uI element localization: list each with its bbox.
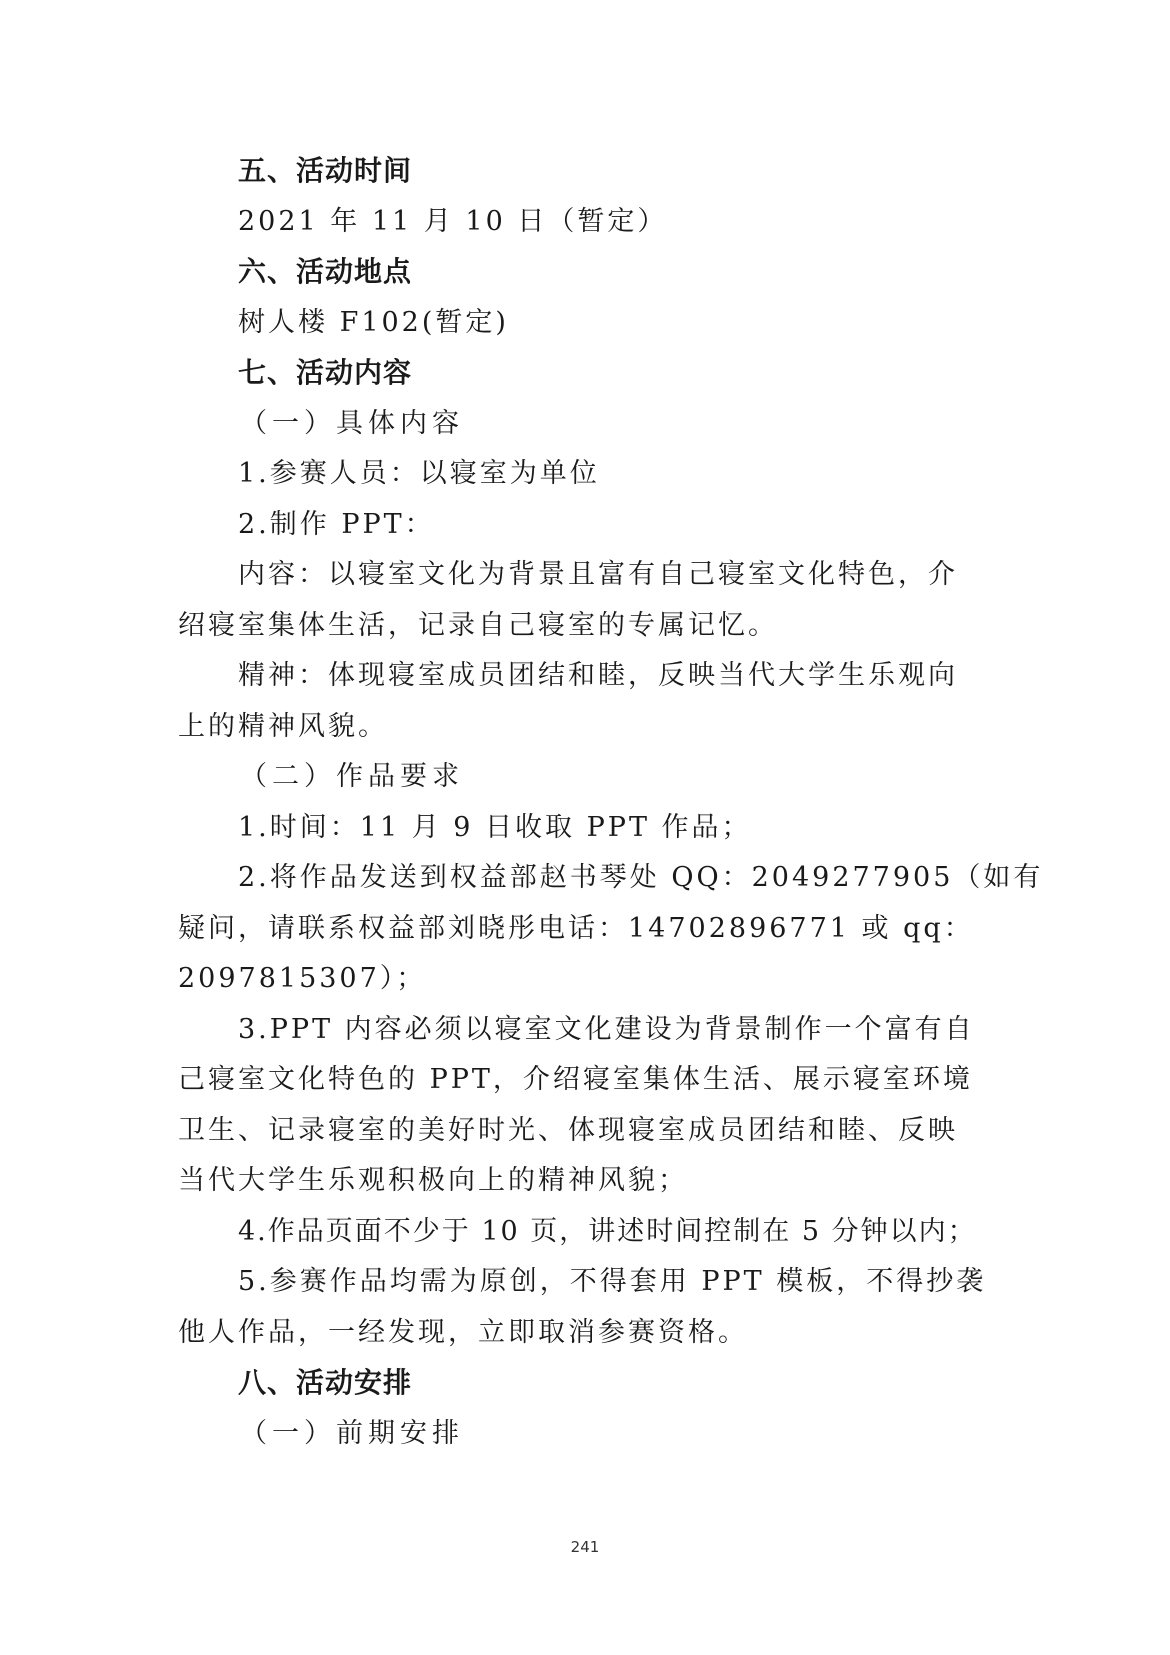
section-heading-content: 七、活动内容 [238,356,413,389]
paragraph-req-2-line-3: 2097815307）； [178,963,427,994]
paragraph-content-line-2: 绍寝室集体生活，记录自己寝室的专属记忆。 [178,609,778,641]
paragraph-req-5-line-1: 5.参赛作品均需为原创，不得套用 PPT 模板，不得抄袭 [238,1266,987,1297]
paragraph-location: 树人楼 F102(暂定) [238,306,509,338]
paragraph-content-line-1: 内容：以寝室文化为背景且富有自己寝室文化特色，介 [238,559,958,590]
paragraph-req-4: 4.作品页面不少于 10 页，讲述时间控制在 5 分钟以内； [238,1215,977,1247]
paragraph-participants: 1.参赛人员：以寝室为单位 [238,458,600,489]
paragraph-req-1: 1.时间：11 月 9 日收取 PPT 作品； [238,811,752,843]
subheading-preliminary-arrangement: （一）前期安排 [240,1417,464,1449]
section-heading-arrangement: 八、活动安排 [238,1366,413,1399]
section-heading-time: 五、活动时间 [238,154,413,187]
section-heading-location: 六、活动地点 [238,255,413,288]
paragraph-req-3-line-3: 卫生、记录寝室的美好时光、体现寝室成员团结和睦、反映 [178,1114,958,1146]
paragraph-req-5-line-2: 他人作品，一经发现，立即取消参赛资格。 [178,1316,748,1348]
paragraph-time: 2021 年 11 月 10 日（暂定） [238,205,668,237]
paragraph-make-ppt: 2.制作 PPT： [238,508,435,540]
paragraph-req-3-line-1: 3.PPT 内容必须以寝室文化建设为背景制作一个富有自 [238,1013,975,1045]
paragraph-req-2-line-1: 2.将作品发送到权益部赵书琴处 QQ：2049277905（如有 [238,862,1044,893]
paragraph-spirit-line-2: 上的精神风貌。 [178,710,388,742]
paragraph-req-2-line-2: 疑问，请联系权益部刘晓彤电话：14702896771 或 qq： [178,912,974,944]
paragraph-req-3-line-4: 当代大学生乐观积极向上的精神风貌； [178,1165,688,1196]
subheading-specific-content: （一）具体内容 [240,407,464,439]
page-number: 241 [570,1538,600,1556]
paragraph-req-3-line-2: 己寝室文化特色的 PPT，介绍寝室集体生活、展示寝室环境 [178,1064,973,1095]
document-body [178,146,1044,1459]
paragraph-spirit-line-1: 精神：体现寝室成员团结和睦，反映当代大学生乐观向 [238,660,958,691]
subheading-work-requirements: （二）作品要求 [240,761,464,792]
